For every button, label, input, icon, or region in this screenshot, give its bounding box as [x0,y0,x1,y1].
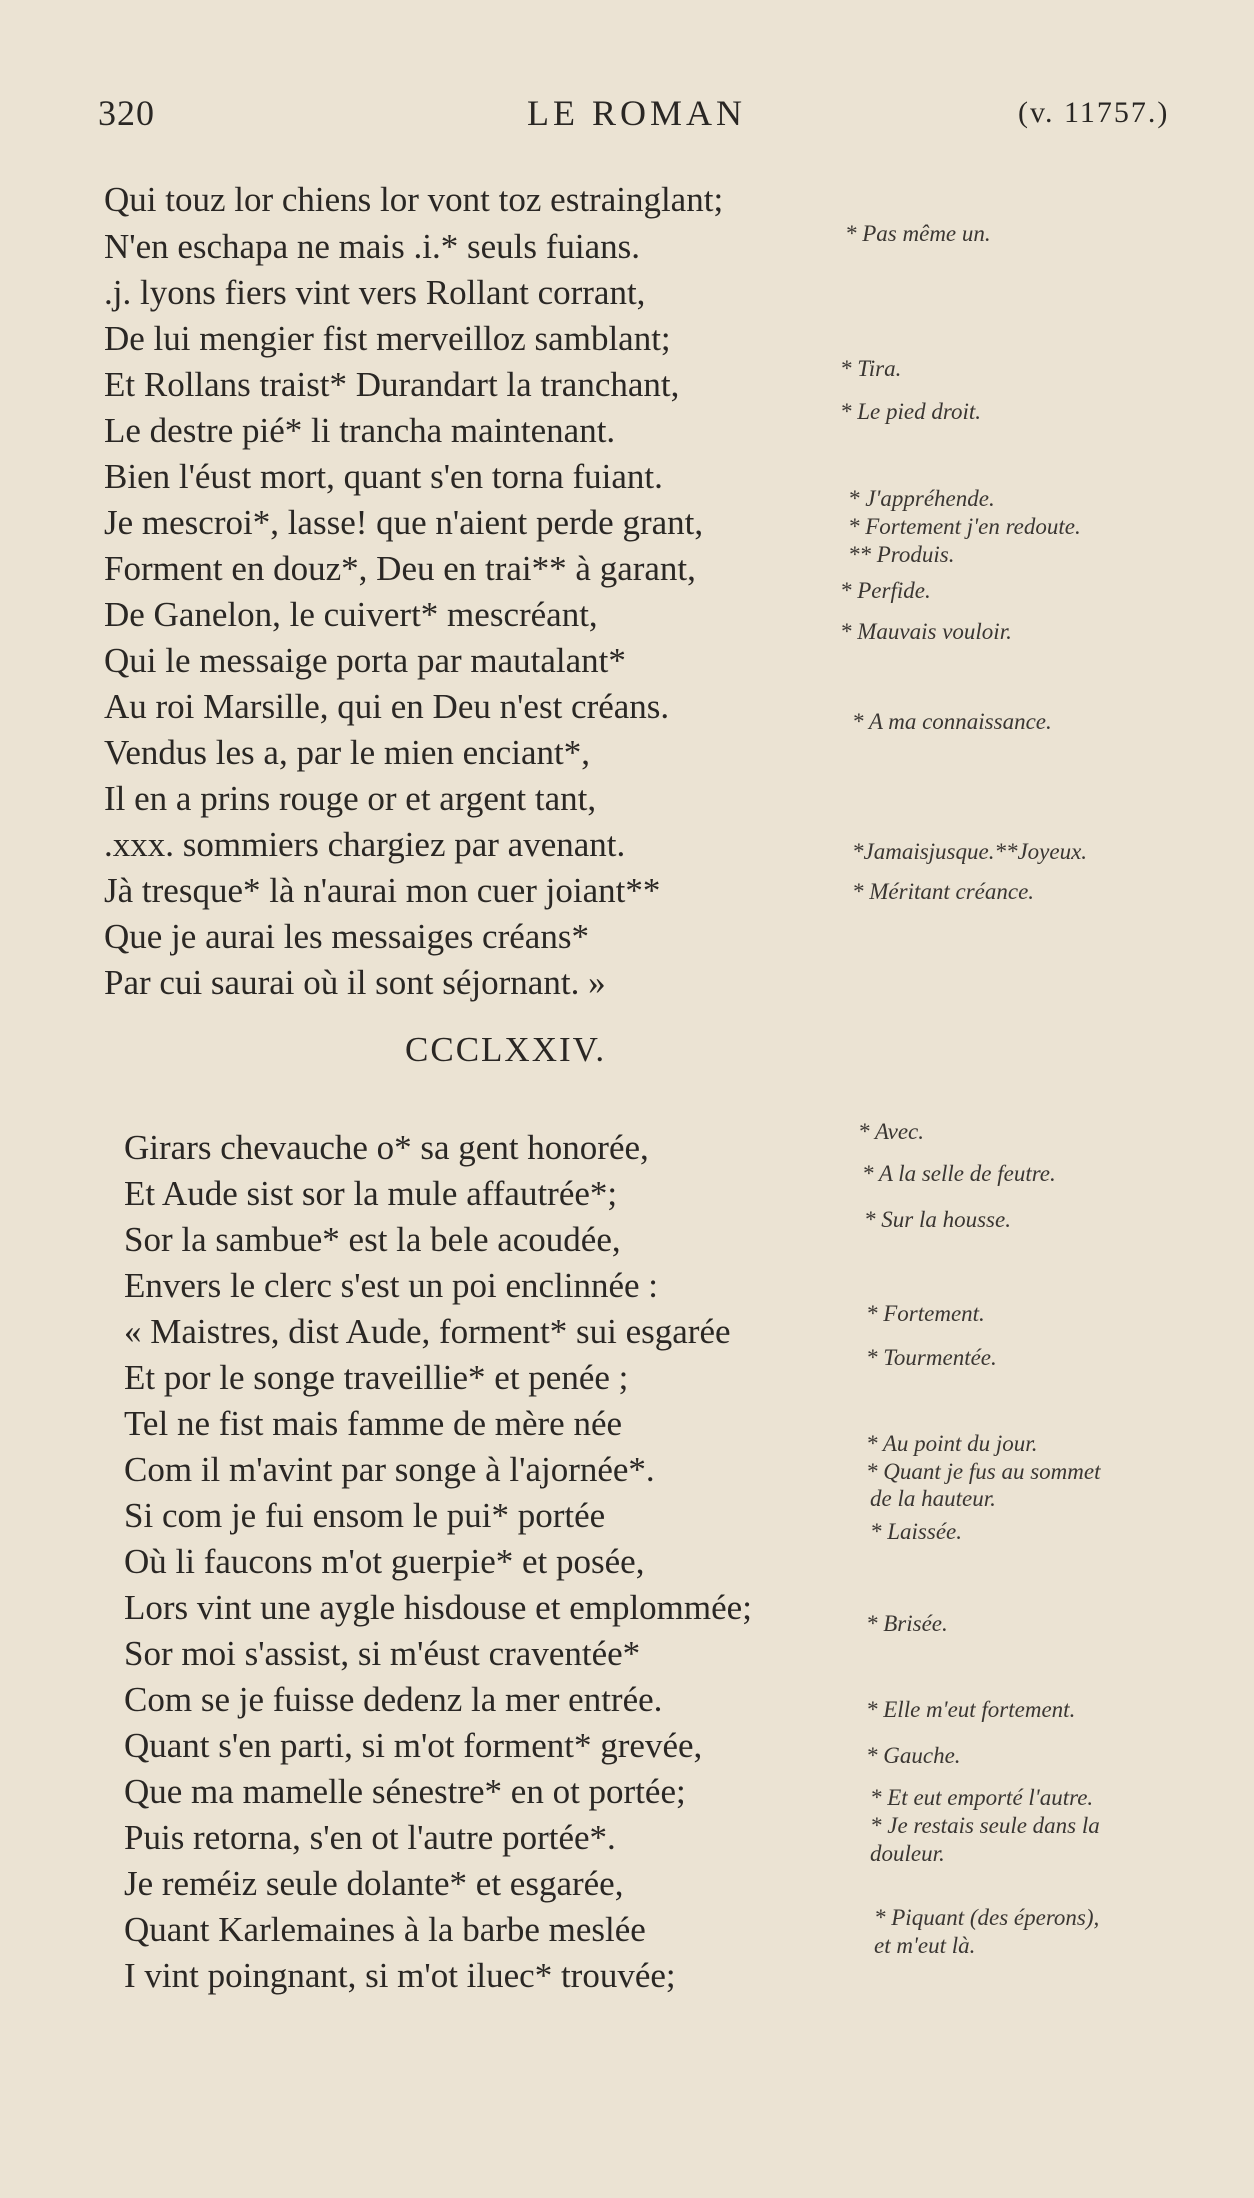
verse-line: Qui touz lor chiens lor vont toz estrainglant; [104,180,724,219]
verse-line: Et Rollans traist* Durandart la tranchant, [104,365,680,404]
verse-line: .j. lyons fiers vint vers Rollant corrant, [104,273,646,312]
verse-line: Puis retorna, s'en ot l'autre portée*. [124,1818,616,1857]
gloss-note: * Gauche. [866,1743,961,1768]
stanza-heading: CCCLXXIV. [405,1030,607,1069]
gloss-note: de la hauteur. [870,1486,996,1511]
gloss-note: * Laissée. [870,1519,962,1544]
gloss-note: * Avec. [858,1119,924,1144]
verse-line: « Maistres, dist Aude, forment* sui esgarée [124,1312,731,1351]
gloss-note: * Fortement. [866,1301,985,1326]
gloss-note: * Je restais seule dans la [870,1813,1100,1838]
gloss-note: ** Produis. [848,542,955,567]
verse-line: Si com je fui ensom le pui* portée [124,1496,606,1535]
verse-line: Bien l'éust mort, quant s'en torna fuiant. [104,457,663,496]
gloss-note: * Et eut emporté l'autre. [870,1785,1094,1810]
verse-line: Sor la sambue* est la bele acoudée, [124,1220,621,1259]
gloss-note: * Au point du jour. [866,1431,1038,1456]
verse-line: Quant s'en parti, si m'ot forment* grevée, [124,1726,703,1765]
gloss-note: et m'eut là. [874,1933,976,1958]
gloss-note: * A la selle de feutre. [862,1161,1056,1186]
verse-line: Il en a prins rouge or et argent tant, [104,779,597,818]
verse-line: De lui mengier fist merveilloz samblant; [104,319,671,358]
page-number: 320 [98,93,155,133]
verse-line: Lors vint une aygle hisdouse et emplommée; [124,1588,752,1627]
verse-reference: (v. 11757.) [1018,96,1170,129]
verse-line: Par cui saurai où il sont séjornant. » [104,963,606,1002]
verse-line: Je mescroi*, lasse! que n'aient perde grant, [104,503,704,542]
gloss-note: * Fortement j'en redoute. [848,514,1081,539]
verse-line: Quant Karlemaines à la barbe meslée [124,1910,646,1949]
verse-line: Je reméiz seule dolante* et esgarée, [124,1864,624,1903]
verse-line: Vendus les a, par le mien enciant*, [104,733,590,772]
gloss-note: * Piquant (des éperons), [874,1905,1100,1930]
verse-line: Qui le messaige porta par mautalant* [104,641,626,680]
gloss-note: * Elle m'eut fortement. [866,1697,1076,1722]
gloss-note: * J'appréhende. [848,486,995,511]
verse-line: Sor moi s'assist, si m'éust craventée* [124,1634,641,1673]
verse-line: Forment en douz*, Deu en trai** à garant, [104,549,696,588]
verse-line: Et por le songe traveillie* et penée ; [124,1358,629,1397]
running-title: LE ROMAN [527,93,746,133]
verse-line: .xxx. sommiers chargiez par avenant. [104,825,626,864]
verse-line: I vint poingnant, si m'ot iluec* trouvée; [124,1956,676,1995]
verse-line: Où li faucons m'ot guerpie* et posée, [124,1542,645,1581]
gloss-note: * Quant je fus au sommet [866,1459,1101,1484]
verse-line: Le destre pié* li trancha maintenant. [104,411,616,450]
gloss-note: * Brisée. [866,1611,948,1636]
verse-line: Jà tresque* là n'aurai mon cuer joiant** [104,871,661,910]
gloss-note: * Tira. [840,356,902,381]
verse-line: Tel ne fist mais famme de mère née [124,1404,623,1443]
gloss-note: douleur. [870,1841,945,1866]
verse-line: De Ganelon, le cuivert* mescréant, [104,595,598,634]
verse-line: Au roi Marsille, qui en Deu n'est créans. [104,687,670,726]
gloss-note: * Pas même un. [845,221,991,246]
verse-line: Com il m'avint par songe à l'ajornée*. [124,1450,655,1489]
verse-line: Envers le clerc s'est un poi enclinnée : [124,1266,659,1305]
gloss-note: * Méritant créance. [852,879,1035,904]
verse-line: N'en eschapa ne mais .i.* seuls fuians. [104,227,641,266]
gloss-note: * Perfide. [840,578,931,603]
gloss-note: * Mauvais vouloir. [840,619,1012,644]
verse-line: Et Aude sist sor la mule affautrée*; [124,1174,618,1213]
verse-line: Girars chevauche o* sa gent honorée, [124,1128,649,1167]
gloss-note: * Tourmentée. [866,1345,997,1370]
gloss-note: * Le pied droit. [840,399,981,424]
verse-line: Com se je fuisse dedenz la mer entrée. [124,1680,663,1719]
gloss-note: * A ma connaissance. [852,709,1052,734]
gloss-note: * Sur la housse. [864,1207,1011,1232]
gloss-note: *Jamaisjusque.**Joyeux. [852,839,1088,864]
verse-line: Que je aurai les messaiges créans* [104,917,589,956]
verse-line: Que ma mamelle sénestre* en ot portée; [124,1772,686,1811]
